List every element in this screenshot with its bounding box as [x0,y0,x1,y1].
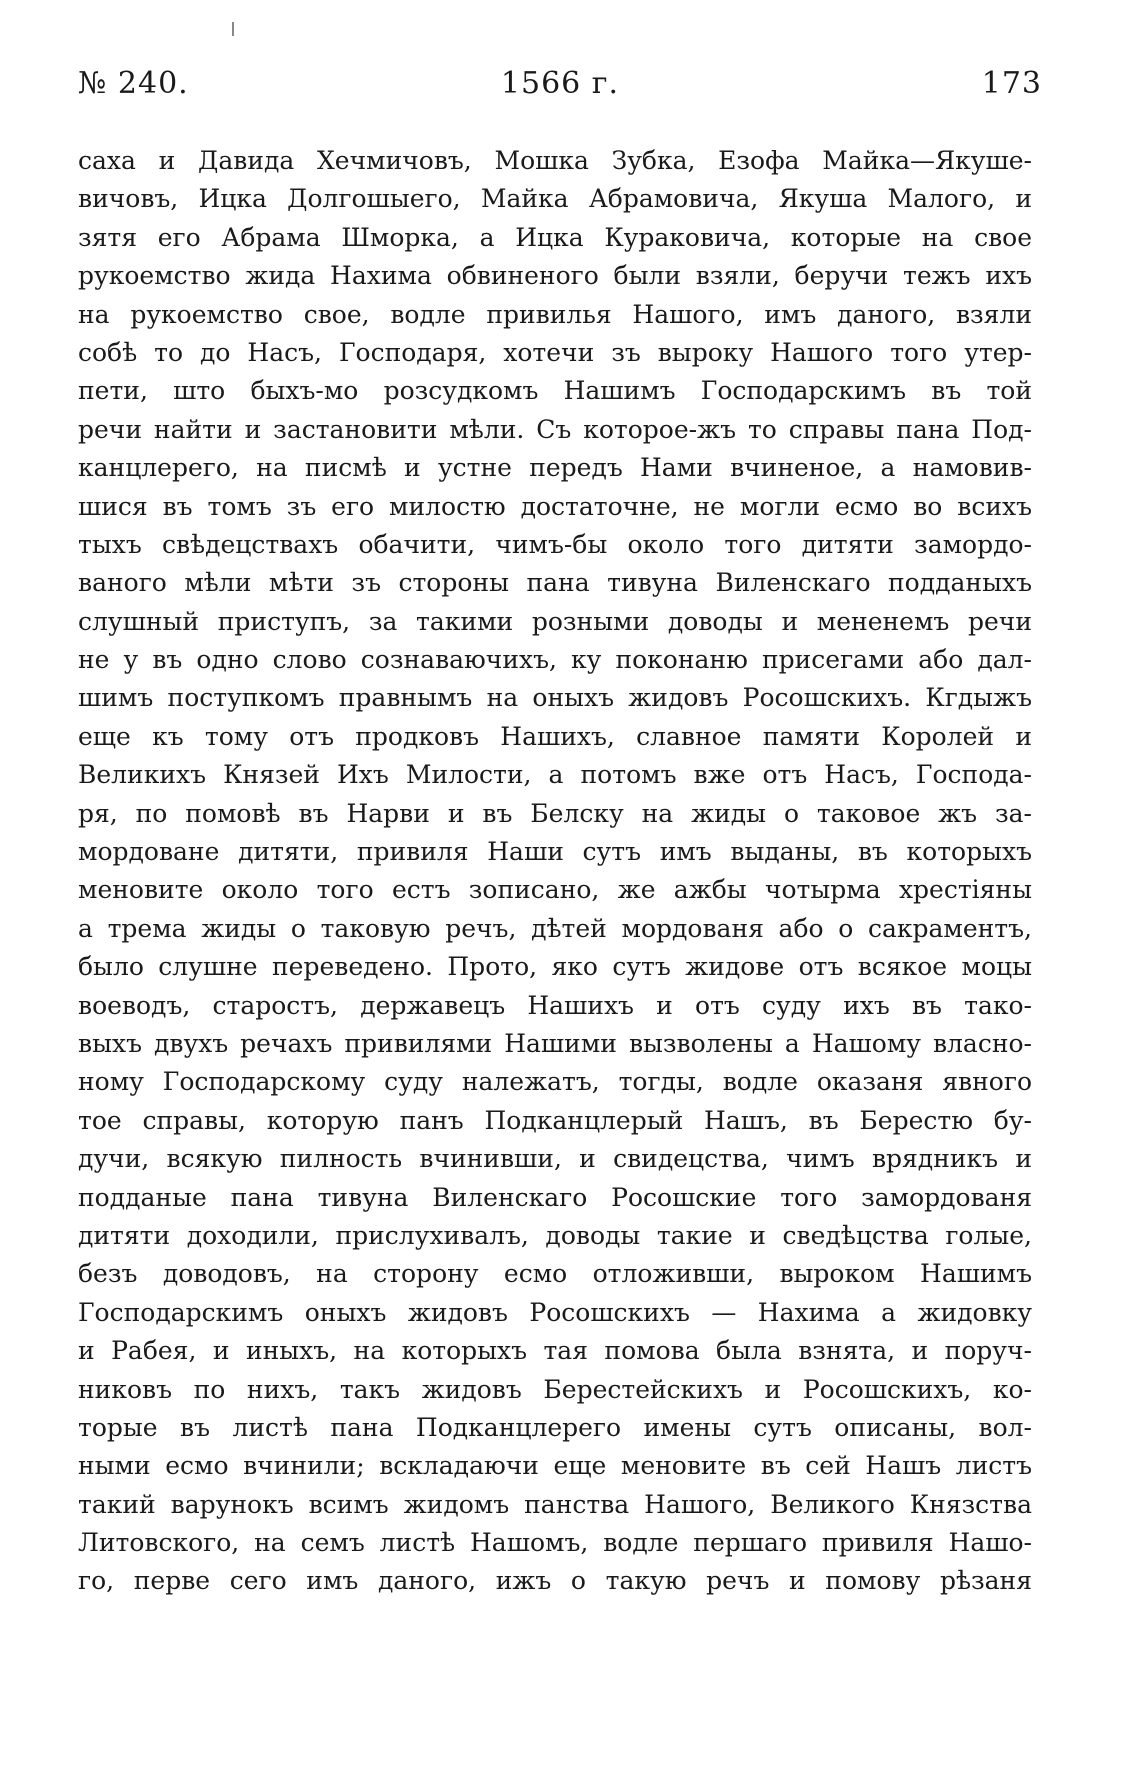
text-line: не у въ одно слово сознаваючихъ, ку поконаню присегами або дал- [78,645,1032,675]
text-line: безъ доводовъ, на сторону есмо отложивши, выроком Нашимъ [78,1259,1032,1289]
document-number: № 240. [78,66,189,101]
text-line: Литовского, на семъ листѣ Нашомъ, водле першаго привиля Нашо- [78,1528,1032,1558]
text-line: и Рабея, и иныхъ, на которыхъ тая помова была взнята, и поруч- [78,1336,1032,1366]
text-line: ному Господарскому суду належатъ, тогды, водле оказаня явного [78,1067,1032,1097]
text-line: никовъ по нихъ, такъ жидовъ Берестейскихъ и Росошскихъ, ко- [78,1374,1032,1404]
page-number: 173 [981,66,1042,101]
text-line: шися въ томъ зъ его милостю достаточне, не могли есмо во всихъ [78,491,1032,521]
scan-mark [232,22,234,36]
text-line: тыхъ свѣдецствахъ обачити, чимъ-бы около того дитяти замордо- [78,529,1032,559]
text-line: саха и Давида Хечмичовъ, Мошка Зубка, Езофа Майка—Якуше- [78,146,1032,175]
text-line: шимъ поступкомъ правнымъ на оныхъ жидовъ Росошскихъ. Кгдыжъ [78,683,1032,713]
text-line: собѣ то до Насъ, Господаря, хотечи зъ выроку Нашого того утер- [78,337,1032,367]
text-line: такий варунокъ всимъ жидомъ панства Нашого, Великого Князства [78,1489,1032,1519]
text-line: а трема жиды о таковую речъ, дѣтей мордованя або о сакраментъ, [78,913,1032,943]
text-line: зятя его Абрама Шморка, а Ицка Кураковича, которые на свое [78,222,1032,252]
text-line: вичовъ, Ицка Долгошыего, Майка Абрамовича, Якуша Малого, и [78,184,1032,214]
text-line: Господарскимъ оныхъ жидовъ Росошскихъ — Нахима а жидовку [78,1297,1032,1327]
text-line: на рукоемство свое, водле привилья Нашого, имъ даного, взяли [78,299,1032,329]
text-line: го, перве сего имъ даного, ижъ о такую речъ и помову рѣзаня [78,1566,1032,1596]
text-line: дитяти доходили, прислухивалъ, доводы такие и сведѣцства голые, [78,1220,1032,1250]
text-line: воеводъ, старостъ, державецъ Нашихъ и отъ суду ихъ въ тако- [78,990,1032,1020]
body-text [78,142,1032,1601]
text-line: канцлерего, на писмѣ и устне передъ Нами вчиненое, а намовив- [78,453,1032,483]
text-line: рукоемство жида Нахима обвиненого были взяли, беручи тежъ ихъ [78,261,1032,291]
text-line: ваного мѣли мѣти зъ стороны пана тивуна Виленскаго подданыхъ [78,568,1032,598]
text-line: ря, по помовѣ въ Нарви и въ Белску на жиды о таковое жъ за- [78,798,1032,828]
text-line: Великихъ Князей Ихъ Милости, а потомъ вже отъ Насъ, Господа- [78,760,1032,790]
text-line: пети, што быхъ-мо розсудкомъ Нашимъ Господарскимъ въ той [78,376,1032,406]
text-line: ными есмо вчинили; всклад​аючи еще меновите въ сей Нашъ листъ [78,1451,1032,1481]
text-line: дучи, всякую пилность вчинивши, и свидецства, чимъ врядникъ и [78,1144,1032,1174]
text-line: меновите около того естъ зописано, же ажбы чотырма хрестіяны [78,875,1032,905]
text-line: тое справы, которую панъ Подканцлерый Нашъ, въ Берестю бу- [78,1105,1032,1135]
text-line: еще къ тому отъ продковъ Нашихъ, славное памяти Королей и [78,721,1032,751]
text-line: мордоване дитяти, привиля Наши сутъ имъ выданы, въ которыхъ [78,837,1032,867]
text-line: подданые пана тивуна Виленскаго Росошские того замордованя [78,1182,1032,1212]
text-line: слушный приступъ, за такими розными доводы и мененемъ речи [78,606,1032,636]
text-line: торые въ листѣ пана Подканцлерего имены сутъ описаны, вол- [78,1412,1032,1442]
document-year: 1566 г. [500,66,620,101]
page-header [78,66,1042,110]
text-line: было слушне переведено. Прото, яко сутъ жидове отъ всякое моцы [78,952,1032,982]
text-line: речи найти и застановити мѣли. Съ которое-жъ то справы пана Под- [78,414,1032,444]
text-line: выхъ двухъ речахъ привилями Нашими вызволены а Нашому власно- [78,1028,1032,1058]
